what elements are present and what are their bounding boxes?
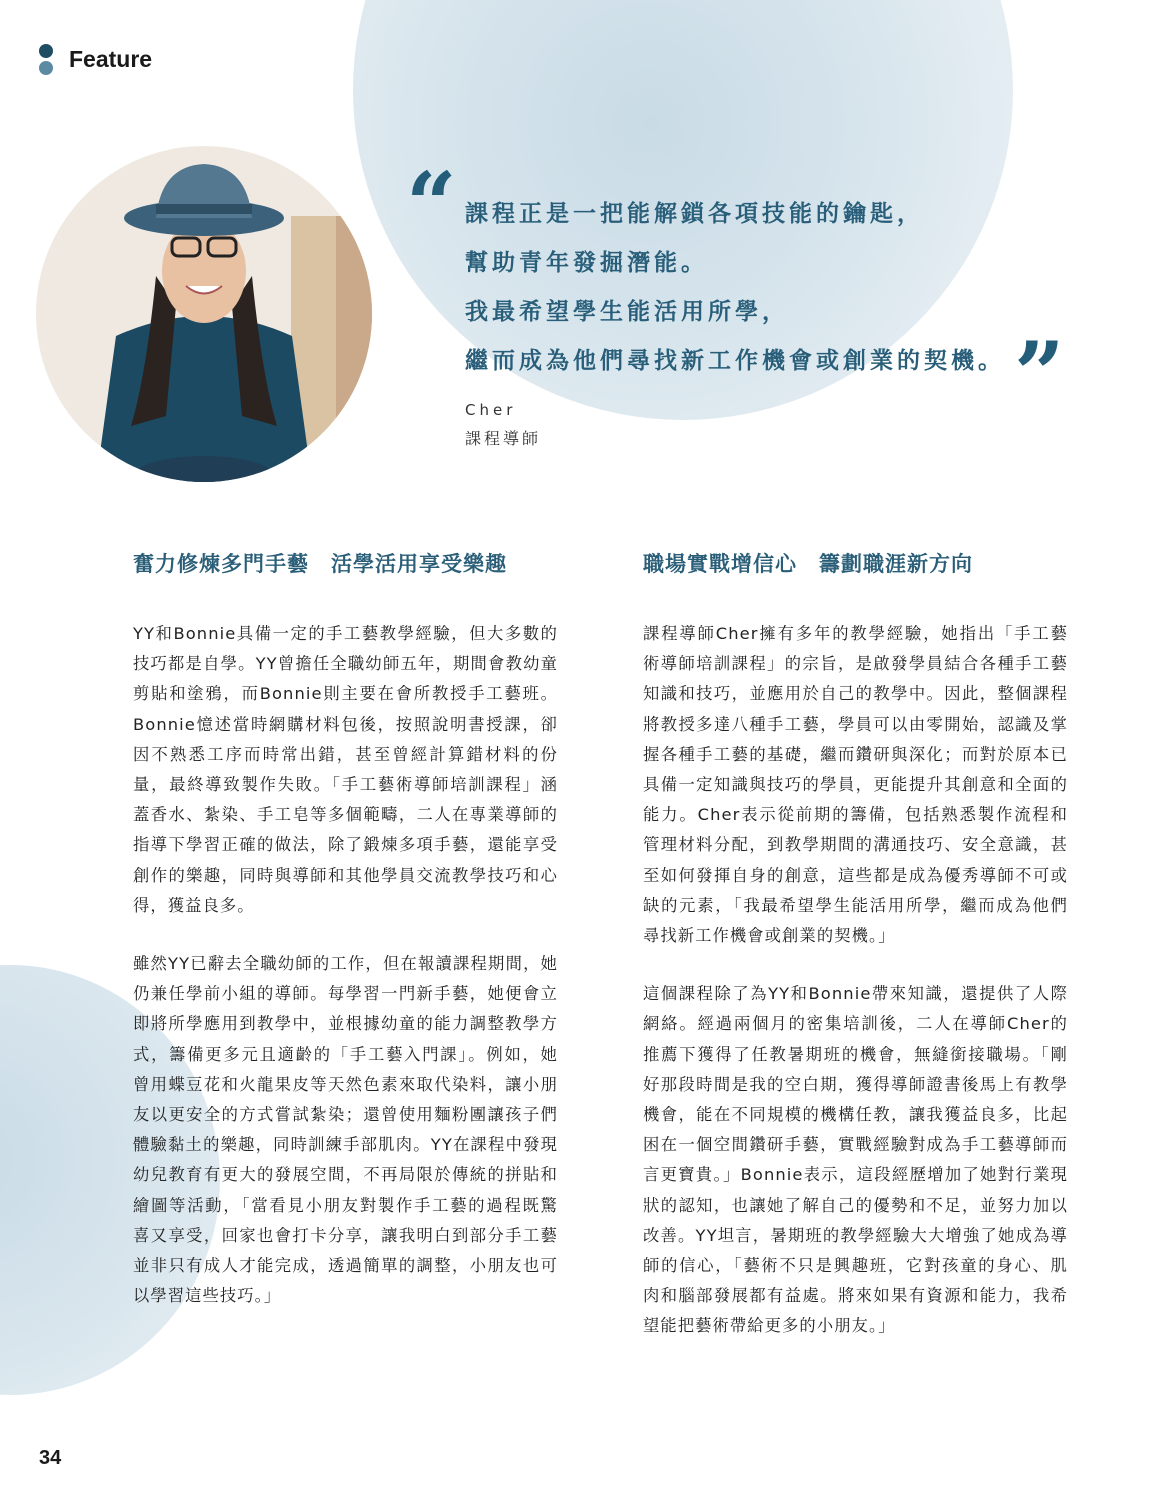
open-quote-icon: “ xyxy=(406,152,457,256)
right-column-body xyxy=(643,619,1068,1342)
speaker-name: Cher xyxy=(465,401,517,419)
pull-quote-line: 繼而成為他們尋找新工作機會或創業的契機。 xyxy=(465,347,1005,374)
section-dots-icon xyxy=(39,41,53,78)
pull-quote-line: 幫助青年發掘潛能。 xyxy=(465,249,708,276)
speaker-role: 課程導師 xyxy=(465,429,542,448)
section-header xyxy=(39,41,152,78)
pull-quote-line: 我最希望學生能活用所學， xyxy=(465,298,789,325)
right-column-title: 職場實戰增信心 籌劃職涯新方向 xyxy=(643,551,973,576)
body-paragraph: 課程導師Cher擁有多年的教學經驗，她指出「手工藝術導師培訓課程」的宗旨，是啟發學員結合各種手工藝知識和技巧，並應用於自己的教學中。因此，整個課程將教授多達八種手工藝，學員可以由零開始，認識及掌握各種手工藝的基礎，繼而鑽研與深化；而對於原本已具備一定知識與技巧的學員，更能提升其創意和全面的能力。Cher表示從前期的籌備，包括熟悉製作流程和管理材料分配，到教學期間的溝通技巧、安全意識，甚至如何發揮自身的創意，這些都是成為優秀導師不可或缺的元素，「我最希望學生能活用所學，繼而成為他們尋找新工作機會或創業的契機。」 xyxy=(643,624,1068,946)
portrait-photo xyxy=(36,146,372,482)
close-quote-icon: ” xyxy=(1014,322,1065,426)
left-column-body xyxy=(133,619,558,1311)
body-paragraph: 這個課程除了為YY和Bonnie帶來知識，還提供了人際網絡。經過兩個月的密集培訓後，二人在導師Cher的推薦下獲得了任教暑期班的機會，無縫銜接職場。「剛好那段時間是我的空白期，獲得導師證書後馬上有教學機會，能在不同規模的機構任教，讓我獲益良多，比起困在一個空間鑽研手藝，實戰經驗對成為手工藝導師而言更寶貴。」Bonnie表示，這段經歷增加了她對行業現狀的認知，也讓她了解自己的優勢和不足，並努力加以改善。YY坦言，暑期班的教學經驗大大增強了她成為導師的信心，「藝術不只是興趣班，它對孩童的身心、肌肉和腦部發展都有益處。將來如果有資源和能力，我希望能把藝術帶給更多的小朋友。」 xyxy=(643,984,1068,1336)
left-column-title: 奮力修煉多門手藝 活學活用享受樂趣 xyxy=(133,551,507,576)
body-paragraph: 雖然YY已辭去全職幼師的工作，但在報讀課程期間，她仍兼任學前小組的導師。每學習一門新手藝，她便會立即將所學應用到教學中，並根據幼童的能力調整教學方式，籌備更多元且適齡的「手工藝入門課」。例如，她曾用蝶豆花和火龍果皮等天然色素來取代染料，讓小朋友以更安全的方式嘗試紮染；還曾使用麵粉團讓孩子們體驗黏土的樂趣，同時訓練手部肌肉。YY在課程中發現幼兒教育有更大的發展空間，不再局限於傳統的拼貼和繪圖等活動，「當看見小朋友對製作手工藝的過程既驚喜又享受，回家也會打卡分享，讓我明白到部分手工藝並非只有成人才能完成，透過簡單的調整，小朋友也可以學習這些技巧。」 xyxy=(133,954,558,1306)
section-label: Feature xyxy=(69,46,153,72)
pull-quote xyxy=(465,189,1005,385)
page-number: 34 xyxy=(39,1447,62,1469)
pull-quote-line: 課程正是一把能解鎖各項技能的鑰匙， xyxy=(465,200,924,227)
body-paragraph: YY和Bonnie具備一定的手工藝教學經驗，但大多數的技巧都是自學。YY曾擔任全職幼師五年，期間會教幼童剪貼和塗鴉，而Bonnie則主要在會所教授手工藝班。Bonnie憶述當時網購材料包後，按照說明書授課，卻因不熟悉工序而時常出錯，甚至曾經計算錯材料的份量，最終導致製作失敗。「手工藝術導師培訓課程」涵蓋香水、紮染、手工皂等多個範疇，二人在專業導師的指導下學習正確的做法，除了鍛煉多項手藝，還能享受創作的樂趣，同時與導師和其他學員交流教學技巧和心得，獲益良多。 xyxy=(133,624,558,915)
